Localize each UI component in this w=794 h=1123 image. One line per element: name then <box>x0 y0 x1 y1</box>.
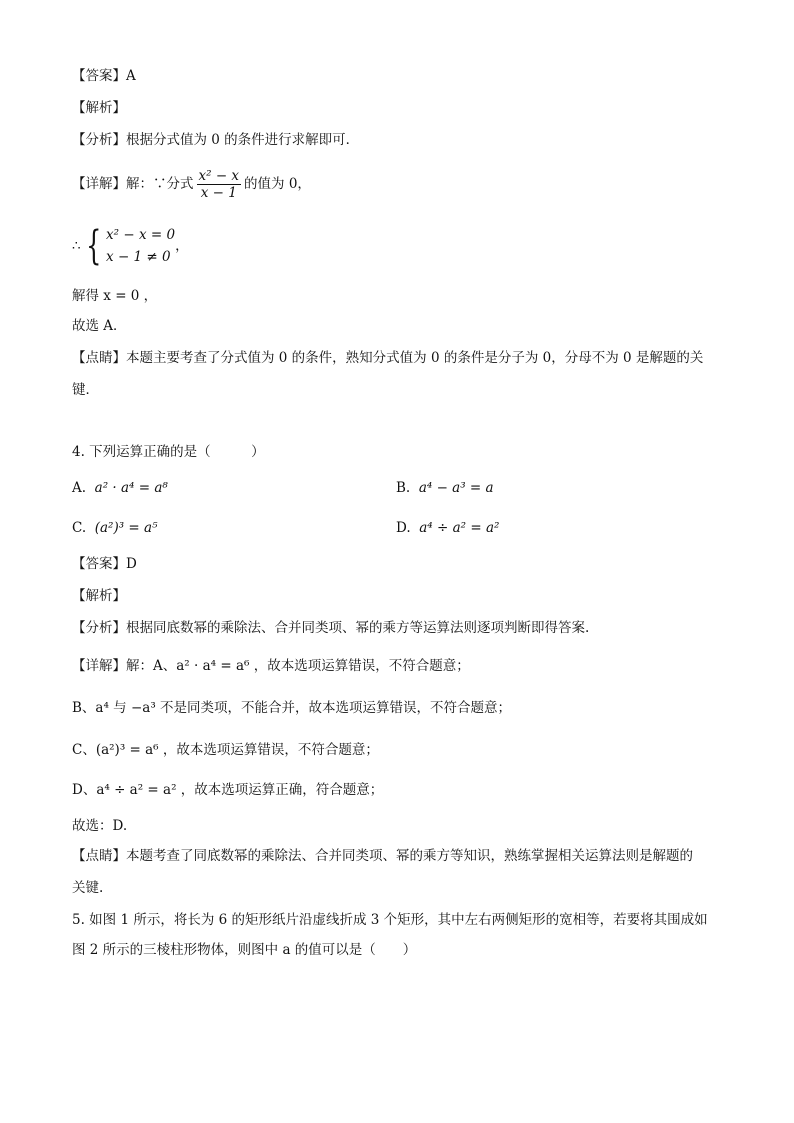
q3-jiede: 解得 x = 0 ， <box>72 288 158 304</box>
answer-tag: 【答案】 <box>72 556 126 572</box>
option-d-label: D. <box>396 520 411 536</box>
dianjing-text-1: 本题主要考查了分式值为 0 的条件，熟知分式值为 0 的条件是分子为 0，分母不为 0 是解题的关 <box>126 350 704 366</box>
q4-xiangjie-b: B、a⁴ 与 −a³ 不是同类项，不能合并，故本选项运算错误，不符合题意； <box>72 700 512 716</box>
option-b-label: B. <box>396 480 411 496</box>
option-a-label: A. <box>72 480 87 496</box>
fraction-denominator: x − 1 <box>200 185 237 201</box>
answer-value: A <box>126 68 136 84</box>
fenxi-text: 根据分式值为 0 的条件进行求解即可． <box>126 132 360 148</box>
q4-guxuan: 故选：D. <box>72 818 128 834</box>
xiangjie-tag: 【详解】 <box>72 658 126 674</box>
q4-stem: 4. 下列运算正确的是（ ） <box>72 444 265 460</box>
fenxi-tag: 【分析】 <box>72 132 126 148</box>
q4-answer-line <box>72 554 137 574</box>
q3-xiangjie-line <box>72 168 311 201</box>
q3-dianjing-line-1 <box>72 348 703 368</box>
q4-dianjing-line-2: 关键. <box>72 880 104 896</box>
option-b-expr: a⁴ − a³ = a <box>418 480 494 496</box>
option-a-expr: a² · a⁴ = a⁸ <box>94 480 168 496</box>
q3-guxuan: 故选 A． <box>72 318 127 334</box>
q3-fenxi-line <box>72 130 359 150</box>
system-row-1: x² − x = 0 <box>106 227 176 243</box>
option-d-expr: a⁴ ÷ a² = a² <box>419 520 500 536</box>
q4-option-a <box>72 478 168 498</box>
answer-tag: 【答案】 <box>72 68 126 84</box>
q4-xiangjie-d: D、a⁴ ÷ a² = a² ，故本选项运算正确，符合题意； <box>72 782 384 798</box>
dianjing-tag: 【点睛】 <box>72 350 126 366</box>
system-rows <box>106 224 175 268</box>
therefore-symbol: ∴ <box>72 238 81 254</box>
brace-icon: { <box>85 223 101 269</box>
fenxi-tag: 【分析】 <box>72 620 126 636</box>
q3-dianjing-line-2: 键． <box>72 382 99 398</box>
q4-option-b <box>396 478 494 498</box>
equation-system <box>72 224 189 268</box>
xiangjie-pre: 解：∵分式 <box>126 176 194 192</box>
q4-xiangjie-c: C、(a²)³ = a⁶ ，故本选项运算错误，不符合题意； <box>72 742 379 758</box>
system-comma: ， <box>175 238 189 254</box>
system-row-2: x − 1 ≠ 0 <box>106 249 171 265</box>
xiangjie-post: 的值为 0， <box>244 176 311 192</box>
q4-analysis-tag: 【解析】 <box>72 588 126 604</box>
answer-value: D <box>126 556 137 572</box>
xiangjie-a-text: 解：A、a² · a⁴ = a⁶ ，故本选项运算错误，不符合题意； <box>126 658 470 674</box>
xiangjie-tag: 【详解】 <box>72 176 126 192</box>
dianjing-text-1: 本题考查了同底数幂的乘除法、合并同类项、幂的乘方等知识，熟练掌握相关运算法则是解题的 <box>126 848 693 864</box>
option-c-label: C. <box>72 520 87 536</box>
dianjing-tag: 【点睛】 <box>72 848 126 864</box>
q4-option-c <box>72 518 158 538</box>
q4-fenxi-line <box>72 618 589 638</box>
q5-stem-line-1: 5. 如图 1 所示，将长为 6 的矩形纸片沿虚线折成 3 个矩形，其中左右两侧矩形的宽相等，若要将其围成如 <box>72 912 708 928</box>
fraction <box>197 168 242 201</box>
option-c-expr: (a²)³ = a⁵ <box>94 520 158 536</box>
q3-system-line <box>72 224 189 268</box>
q5-stem-line-2: 图 2 所示的三棱柱形物体，则图中 a 的值可以是（ ） <box>72 942 417 958</box>
q4-dianjing-line-1 <box>72 846 693 866</box>
q4-xiangjie-a <box>72 656 470 676</box>
q3-analysis-tag: 【解析】 <box>72 100 126 116</box>
q3-answer-line <box>72 66 136 86</box>
q4-option-d <box>396 518 499 538</box>
fraction-numerator: x² − x <box>198 168 240 184</box>
fenxi-text: 根据同底数幂的乘除法、合并同类项、幂的乘方等运算法则逐项判断即得答案. <box>126 620 590 636</box>
